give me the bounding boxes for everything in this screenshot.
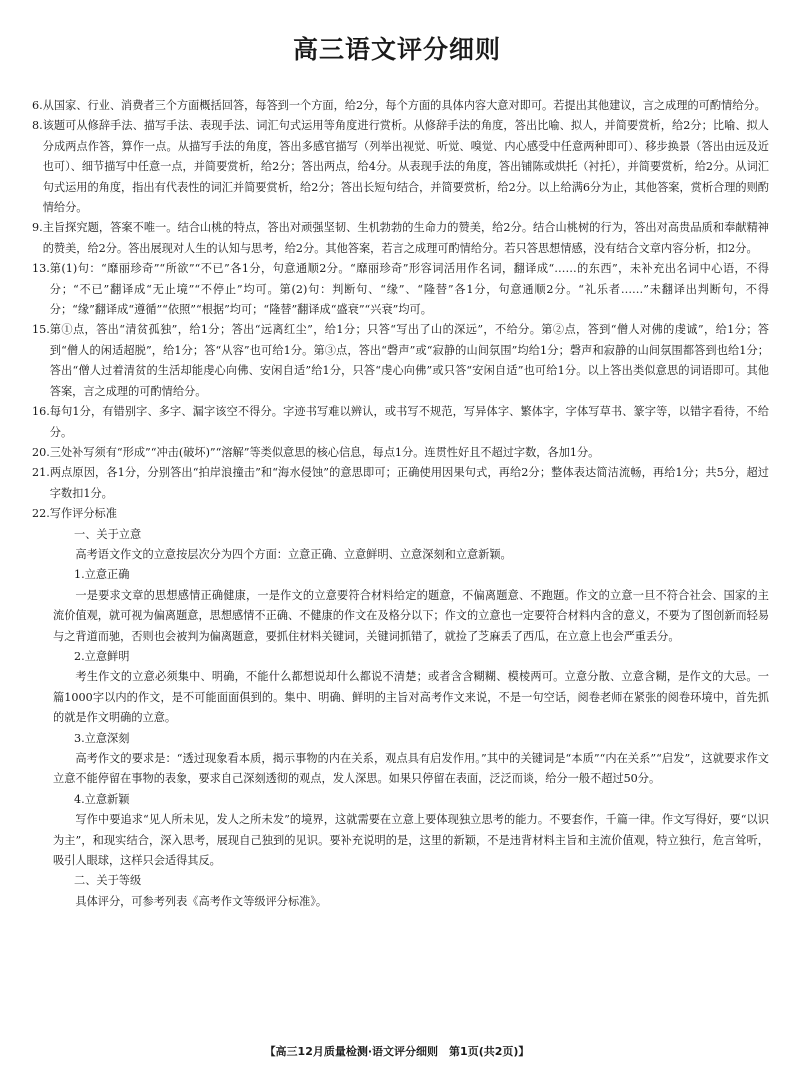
item-number: 22. — [32, 507, 50, 521]
section-title: 写作评分标准 — [49, 507, 117, 521]
item-text: 三处补写须有“形成”“冲击(破坏)”“溶解”等类似意思的核心信息，每点1分。连贯性好且不超过字数，各加1分。 — [49, 445, 600, 459]
paragraph: 高考语文作文的立意按层次分为四个方面：立意正确、立意鲜明、立意深刻和立意新颖。 — [75, 547, 512, 561]
item-text: 两点原因，各1分，分别答出“拍岸浪撞击”和“海水侵蚀”的意思即可；正确使用因果句式，再给2分；整体表达简洁流畅，再给1分；共5分，超过字数扣1分。 — [49, 466, 769, 500]
subsection-heading: 4.立意新颖 — [74, 792, 130, 806]
item-number: 21. — [32, 466, 50, 480]
list-item — [32, 218, 769, 259]
item-text: 该题可从修辞手法、描写手法、表现手法、词汇句式运用等角度进行赏析。从修辞手法的角度，答出比喻、拟人，并简要赏析，给2分；比喻、拟人分成两点作答，算作一点。从描写手法的角度，答出多感官描写（列举出视觉、听觉、嗅觉、内心感受中任意两种即可）、移步换景（答出由远及近也可）、细节描写中任意一点，并简要赏析，给2分；答出两点，给4分。从表现手法的角度，答出铺陈或烘托（衬托），并简要赏析，给2分。从词汇句式运用的角度，指出有代表性的词汇并简要赏析，给2分；答出长短句结合，并简要赏析，给2分。以上给满6分为止，其他答案，赏析合理的则酌情给分。 — [42, 119, 769, 215]
item-text: 从国家、行业、消费者三个方面概括回答，每答到一个方面，给2分，每个方面的具体内容大意对即可。若提出其他建议，言之成理的可酌情给分。 — [42, 99, 766, 112]
list-item — [32, 259, 769, 320]
item-number: 16. — [32, 405, 50, 419]
paragraph: 具体评分，可参考列表《高考作文等级评分标准》。 — [75, 894, 328, 908]
section-heading: 一、关于立意 — [74, 527, 142, 541]
item-number: 9. — [32, 221, 43, 235]
document-body — [32, 96, 769, 912]
section-heading: 二、关于等级 — [74, 874, 142, 888]
paragraph: 高考作文的要求是：“透过现象看本质，揭示事物的内在关系，观点具有启发作用。”其中的关键词是“本质”“内在关系”“启发”，这就要求作文立意不能停留在事物的表象，要求自己深刻透彻的观点，发人深思。如果只停留在表面，泛泛而谈，给分一般不超过50分。 — [53, 752, 769, 786]
item-number: 15. — [32, 323, 50, 337]
paragraph: 一是要求文章的思想感情正确健康，一是作文的立意要符合材料给定的题意，不偏离题意、不跑题。作文的立意一旦不符合社会、国家的主流价值观，就可视为偏离题意，思想感情不正确、不健康的作文在及格分以下；作文的立意也一定要符合材料内含的意义，不要为了图创新而轻易与之背道而驰，否则也会被判为偏离题意，要抓住材料关键词，关键词抓错了，就捡了芝麻丢了西瓜，在立意上也会严重丢分。 — [53, 588, 770, 643]
item-number: 13. — [32, 262, 50, 276]
section-22-header — [32, 504, 769, 524]
item-text: 每句1分，有错别字、多字、漏字该空不得分。字迹书写难以辨认，或书写不规范，写异体字、繁体字，字体写草书、篆字等，以错字看待，不给分。 — [49, 405, 769, 439]
paragraph: 考生作文的立意必须集中、明确，不能什么都想说却什么都说不清楚；或者含含糊糊、模棱两可。立意分散、立意含糊，是作文的大忌。一篇1000字以内的作文，是不可能面面俱到的。集中、明确、鲜明的主旨对高考作文来说，不是一句空话，阅卷老师在紧张的阅卷环境中，首先抓的就是作文明确的立意。 — [53, 670, 769, 725]
item-text: 第①点，答出“清贫孤独”，给1分；答出“远离红尘”，给1分；只答“写出了山的深远”，不给分。第②点，答到“僧人对佛的虔诚”，给1分；答到“僧人的闲适超脱”，给1分；答“从容”也可给1分。第③点，答出“磬声”或“寂静的山间氛围”均给1分；磬声和寂静的山间氛围都答到也给1分；答出“僧人过着清贫的生活却能虔心向佛、安闲自适”给1分，只答“虔心向佛”或只答“安闲自适”也可给1分。以上答出类似意思的词语即可。其他答案，言之成理的可酌情给分。 — [49, 323, 769, 398]
item-number: 6. — [32, 99, 43, 112]
list-item — [32, 463, 769, 504]
list-item — [32, 402, 769, 443]
list-item — [32, 116, 769, 218]
item-number: 8. — [32, 119, 43, 133]
item-number: 20. — [32, 445, 50, 459]
subsection-heading: 3.立意深刻 — [74, 731, 130, 745]
list-item — [32, 443, 769, 463]
paragraph: 写作中要追求“见人所未见，发人之所未发”的境界，这就需要在立意上要体现独立思考的能力。不要套作，千篇一律。作文写得好，要“以识为主”，和现实结合，深入思考，展现自己独到的见识。要补充说明的是，这里的新颖，不是违背材料主旨和主流价值观，特立独行，危言耸听，吸引人眼球，这样只会适得其反。 — [53, 813, 769, 868]
item-text: 主旨探究题，答案不唯一。结合山桃的特点，答出对顽强坚韧、生机勃勃的生命力的赞美，给2分。结合山桃树的行为，答出对高贵品质和奉献精神的赞美，给2分。答出展现对人生的认知与思考，给2分。其他答案，若言之成理可酌情给分。若只答思想情感，没有结合文章内容分析，扣2分。 — [42, 221, 769, 255]
subsection-heading: 2.立意鲜明 — [74, 649, 130, 663]
list-item — [32, 320, 769, 402]
subsection-heading: 1.立意正确 — [74, 568, 130, 582]
list-item — [32, 96, 769, 116]
page-footer: 【高三12月质量检测·语文评分细则 第1页(共2页)】 — [264, 1045, 530, 1058]
item-text: 第(1)句：“靡丽珍奇”“所欲”“不已”各1分，句意通顺2分。“靡丽珍奇”形容词活用作名词，翻译成“……的东西”，未补充出名词中心语，不得分；“不已”翻译成“无止境”“不停止”均可。第(2)句：判断句、“缘”、“隆替”各1分，句意通顺2分。“礼乐者……”未翻译出判断句，不得分；“缘”翻译成“遵循”“依照”“根据”均可；“隆替”翻译成“盛衰”“兴衰”均可。 — [49, 262, 769, 317]
page-title: 高三语文评分细则 — [292, 35, 501, 64]
